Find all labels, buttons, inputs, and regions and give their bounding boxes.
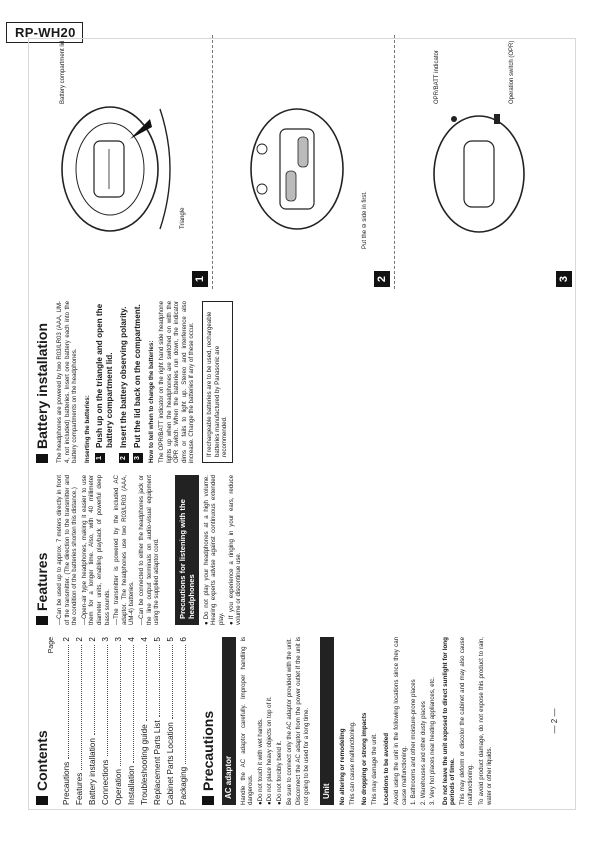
battery-heading: Battery installation — [34, 301, 50, 463]
features-heading: Features — [34, 475, 50, 625]
label-opr-batt-indicator: OPR/BATT indicator — [434, 50, 440, 104]
ac-text: ●Do not touch it with wet hands. — [256, 718, 264, 805]
inserting-heading: Inserting the batteries: — [83, 395, 91, 463]
unit-text: 3. Very hot places near heating appliances, etc. — [429, 676, 437, 805]
table-of-contents — [60, 637, 190, 805]
rotated-manual-sheet — [30, 35, 576, 805]
contents-column — [30, 637, 576, 805]
feature-item: —Open-air type headphones, making it easier to use them for a longer time. Also, with 40 millimeter diameter units, enabling playback of powerful deep bass sounds. — [80, 475, 111, 625]
toc-item[interactable]: Replacement Parts List 5 — [153, 637, 162, 805]
figure-badge: 3 — [556, 271, 572, 287]
label-operation-switch: Operation switch (OPR) — [509, 40, 515, 104]
rechargeable-note: If rechargeable batteries are to be used, rechargeable batteries manufactured by Panasonic are recommended. — [202, 301, 233, 463]
figure-2 — [212, 35, 394, 289]
label-compartment-lid: Battery compartment lid — [60, 40, 66, 104]
label-minus-side: Put the ⊖ side in first. — [362, 191, 368, 249]
unit-text: 1. Bathrooms and other moisture-prone places — [410, 679, 418, 805]
ac-text: ●Do not forcibly bend it. — [275, 740, 283, 805]
toc-item[interactable]: Troubleshooting guide 4 — [140, 637, 149, 805]
ac-text: ●Do not place heavy objects on top of it. — [266, 696, 274, 805]
feature-item: —Can be connected to either the headphones jack or the line output terminals on audio-visual equipment using the supplied adaptor cord. — [137, 475, 161, 625]
unit-text: Avoid using the unit in the following locations since they can cause malfunctioning. — [392, 637, 408, 805]
label-triangle: Triangle — [180, 207, 186, 229]
unit-text: This may damage the unit. — [370, 733, 378, 805]
unit-bar: Unit — [320, 637, 334, 805]
precautions-heading: Precautions — [200, 637, 216, 805]
closed-lid-illustration — [394, 35, 576, 289]
figure-3 — [394, 35, 576, 289]
contents-heading: Contents — [34, 730, 50, 805]
step-3: 3 Put the lid back on the compartment. — [133, 301, 143, 463]
ac-text: Be sure to connect only the AC adaptor provided with the unit. — [285, 637, 293, 805]
figure-badge: 1 — [192, 271, 208, 287]
headphone-open-lid-illustration — [30, 35, 212, 289]
unit-subhead: Locations to be avoided — [383, 732, 391, 805]
ac-text: Disconnect the AC adaptor from the power outlet if the unit is not going to be used for a long time. — [295, 637, 310, 805]
contents-header — [30, 637, 56, 805]
figure-badge: 2 — [374, 271, 390, 287]
toc-item[interactable]: Operation 3 — [114, 637, 123, 805]
illustration-column — [30, 35, 576, 289]
listening-item: ●Do not play your headphones at a high volume. Hearing experts advise against continuous extended play. — [202, 475, 225, 625]
features-column — [30, 475, 576, 625]
unit-subhead: No dropping or strong impacts — [361, 712, 369, 805]
ac-adaptor-bar: AC adaptor — [222, 637, 236, 805]
page-column-label: Page — [48, 637, 56, 654]
unit-text: This may deform or discolor the cabinet and may also cause malfunctioning. — [459, 637, 474, 805]
toc-item[interactable]: Packaging 6 — [179, 637, 188, 805]
change-text: The OPR/BATT indicator on the right hand side headphone lights up when the headphones are switched on with the OPR switch. When the batteries run down, the indicator dims or fails to light up. Stereo and interference also increase. Change the batteries if any of these occur. — [157, 301, 196, 463]
unit-text: 2. Warehouses and other dusty places — [419, 701, 427, 805]
toc-item[interactable]: Features 2 — [75, 637, 84, 805]
toc-item[interactable]: Battery installation 2 — [88, 637, 97, 805]
battery-intro: The headphones are powered by two R03/LR03 (AAA, UM-4, not included) batteries. Insert one battery each into the battery compartments on the headphones. — [56, 301, 79, 463]
step-2: 2 Insert the battery observing polarity. — [119, 301, 129, 463]
feature-item: —The transmitter is powered by the included AC adaptor. The headphones use two R03/LR03 (AAA, UM-4) batteries. — [113, 475, 136, 625]
figure-1 — [30, 35, 212, 289]
battery-column — [30, 301, 576, 463]
unit-subhead: Do not leave the unit exposed to direct sunlight for long periods of time. — [441, 637, 457, 805]
ac-text: Handle the AC adaptor carefully. Improper handling is dangerous. — [239, 637, 255, 805]
toc-item[interactable]: Connections 3 — [101, 637, 110, 805]
change-heading: How to tell when to change the batteries: — [148, 340, 156, 463]
page-number: — 2 — — [550, 708, 559, 734]
battery-insertion-illustration — [212, 35, 394, 289]
unit-subhead: No altering or remodeling — [338, 728, 346, 805]
toc-item[interactable]: Installation 4 — [127, 637, 136, 805]
feature-item: —Can be used up to approx. 7 meters directly in front of the transmitter. (The direction to the transmitter and the condition of the batteries shorten this distance.) — [56, 475, 79, 625]
listening-precautions-bar: Precautions for listening with the headphones — [175, 475, 199, 625]
unit-text: This can cause malfunctioning. — [348, 721, 356, 805]
model-number: RP-WH20 — [6, 22, 83, 43]
toc-item[interactable]: Cabinet Parts Location 5 — [166, 637, 175, 805]
step-1: 1 Push up on the triangle and open the battery compartment lid. — [95, 301, 115, 463]
listening-item: ●If you experience a ringing in your ears, reduce volume or discontinue use. — [227, 475, 243, 625]
toc-item[interactable]: Precautions 2 — [62, 637, 71, 805]
unit-text: To avoid product damage, do not expose this product to rain, water or other liquids. — [478, 637, 493, 805]
